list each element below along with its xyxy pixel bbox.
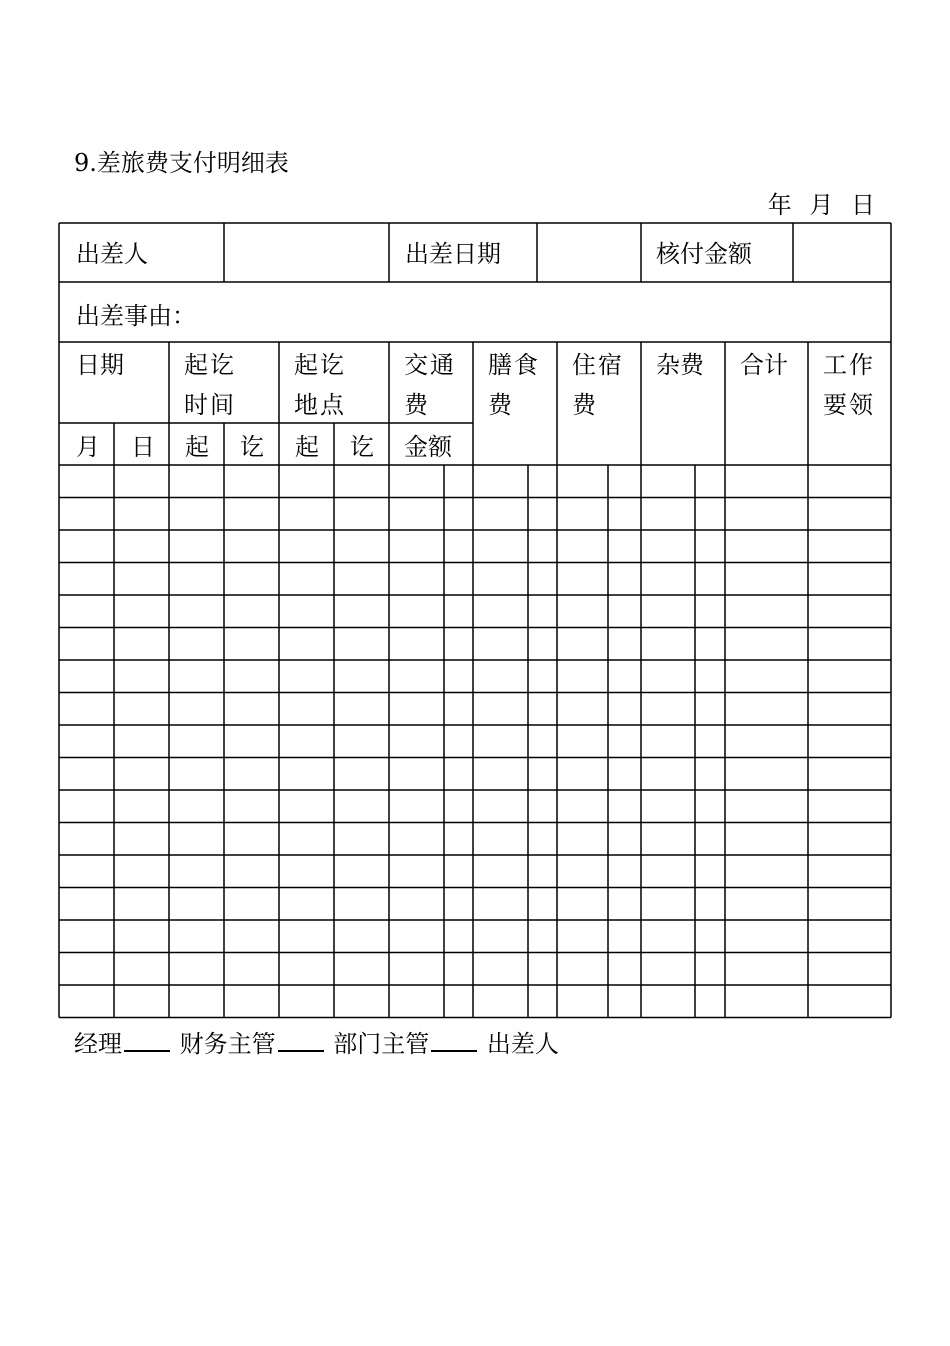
signature-footer bbox=[74, 1022, 559, 1064]
date-line: 年 月 日 bbox=[767, 191, 875, 219]
col-total: 合计 bbox=[740, 351, 788, 379]
subcol-month: 月 bbox=[76, 433, 100, 461]
subcol-place-end: 讫 bbox=[350, 433, 374, 461]
manager-signature-blank[interactable] bbox=[124, 1022, 170, 1052]
col-meal-fee: 膳食费 bbox=[488, 351, 540, 419]
document-title: 9.差旅费支付明细表 bbox=[74, 149, 289, 177]
traveler-label: 出差人 bbox=[76, 240, 148, 268]
col-work-summary: 工作要领 bbox=[823, 351, 875, 419]
subcol-time-start: 起 bbox=[185, 433, 209, 461]
footer-finance-supervisor: 财务主管 bbox=[179, 1030, 276, 1058]
reason-label: 出差事由： bbox=[76, 302, 196, 330]
footer-dept-supervisor: 部门主管 bbox=[333, 1030, 430, 1058]
col-start-end-time: 起讫时间 bbox=[184, 351, 236, 419]
footer-traveler: 出差人 bbox=[486, 1030, 559, 1058]
subcol-amount: 金额 bbox=[404, 433, 452, 461]
travel-date-label: 出差日期 bbox=[405, 240, 501, 268]
col-misc-fee: 杂费 bbox=[656, 351, 704, 379]
approved-amount-label: 核付金额 bbox=[656, 240, 752, 268]
subcol-day: 日 bbox=[131, 433, 155, 461]
col-date: 日期 bbox=[76, 351, 124, 379]
col-transport-fee: 交通费 bbox=[404, 351, 456, 419]
dept-signature-blank[interactable] bbox=[431, 1022, 477, 1052]
subcol-time-end: 讫 bbox=[240, 433, 264, 461]
col-lodging-fee: 住宿费 bbox=[572, 351, 624, 419]
subcol-place-start: 起 bbox=[295, 433, 319, 461]
footer-manager: 经理 bbox=[74, 1030, 122, 1058]
col-start-end-place: 起讫地点 bbox=[294, 351, 346, 419]
finance-signature-blank[interactable] bbox=[278, 1022, 324, 1052]
